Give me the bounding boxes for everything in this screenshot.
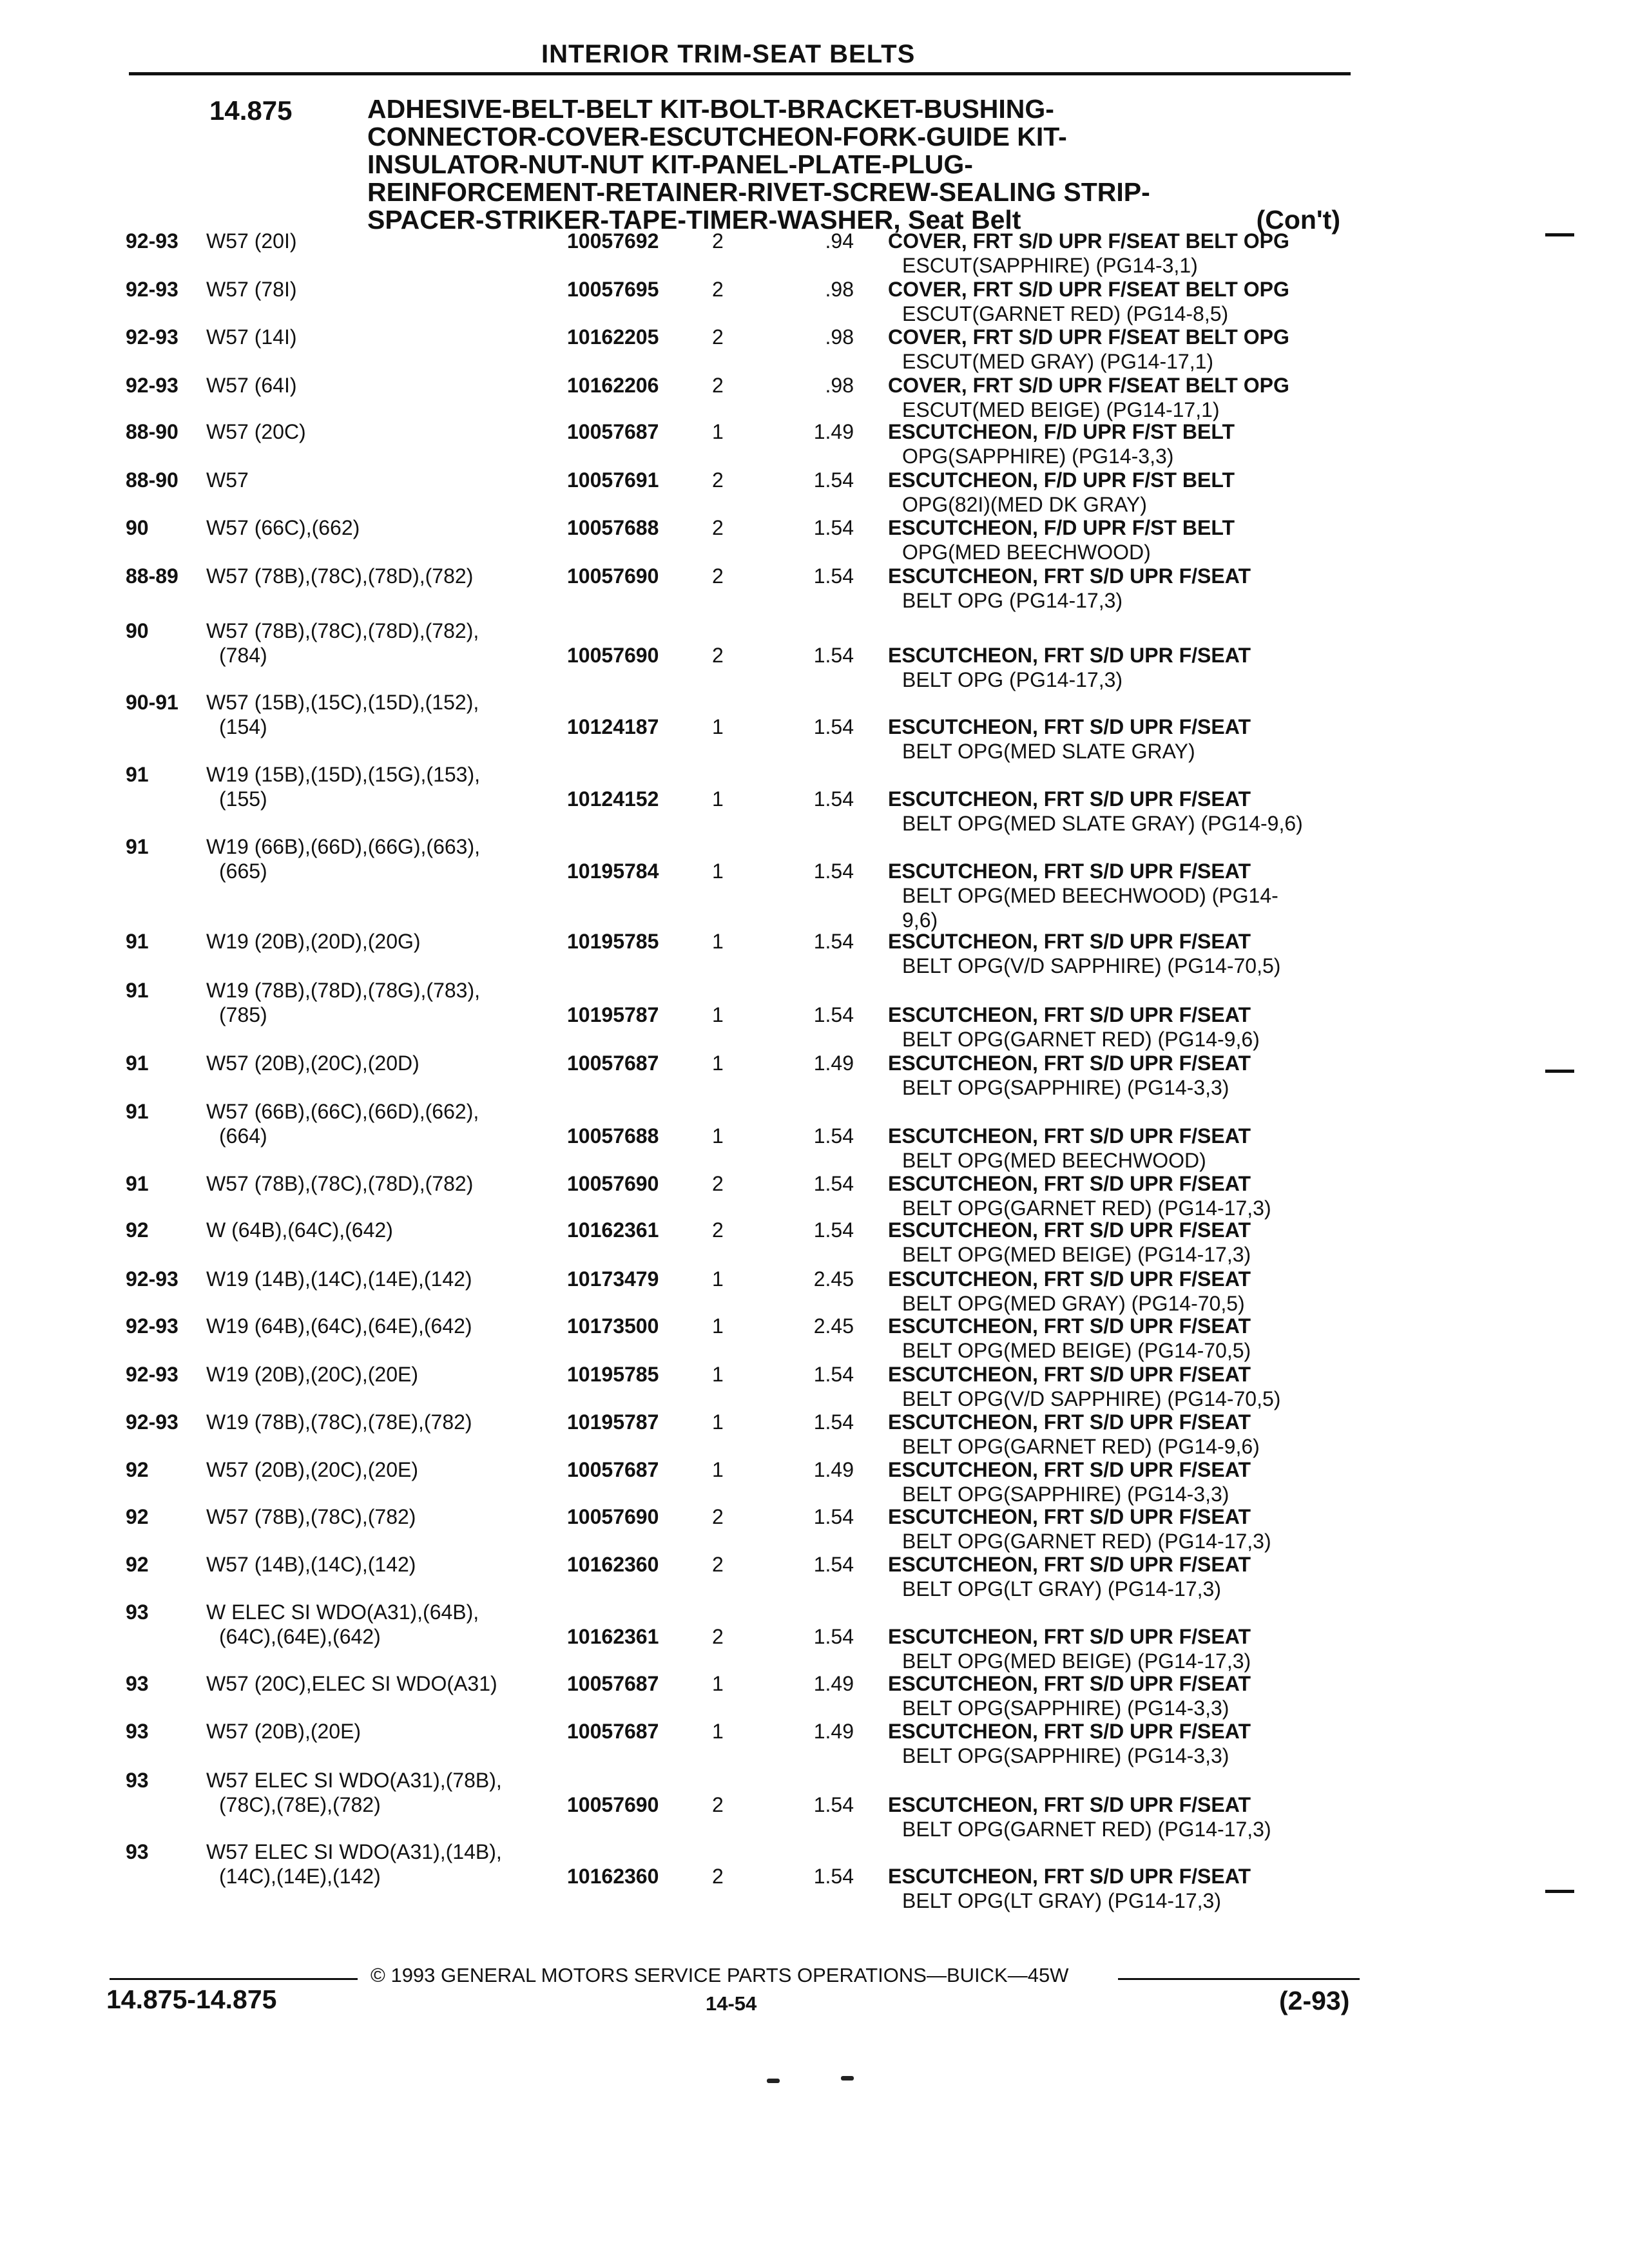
- quantity-cell: 1: [712, 930, 724, 953]
- application-cell-cont: (664): [219, 1124, 267, 1148]
- application-cell-cont: (154): [219, 715, 267, 738]
- page-header-title: INTERIOR TRIM-SEAT BELTS: [541, 40, 916, 68]
- application-cell: W57: [206, 468, 249, 492]
- description-cell: ESCUTCHEON, FRT S/D UPR F/SEAT: [888, 1625, 1251, 1648]
- price-cell: 1.49: [813, 1052, 854, 1075]
- year-cell: 92-93: [126, 325, 178, 349]
- application-cell: W (64B),(64C),(642): [206, 1218, 393, 1242]
- part-number-cell: 10057688: [567, 1124, 659, 1148]
- part-number-cell: 10057690: [567, 1793, 659, 1816]
- price-cell: 1.54: [813, 1363, 854, 1386]
- application-cell: W19 (64B),(64C),(64E),(642): [206, 1314, 472, 1338]
- header-rule: [129, 72, 1351, 75]
- year-cell: 93: [126, 1840, 149, 1863]
- price-cell: 1.54: [813, 1865, 854, 1888]
- year-cell: 92-93: [126, 374, 178, 397]
- description-cell-cont: OPG(82I)(MED DK GRAY): [902, 493, 1147, 516]
- description-cell-cont: BELT OPG(GARNET RED) (PG14-17,3): [902, 1530, 1271, 1553]
- year-cell: 93: [126, 1720, 149, 1743]
- quantity-cell: 2: [712, 374, 724, 397]
- price-cell: 1.54: [813, 516, 854, 539]
- description-cell: ESCUTCHEON, FRT S/D UPR F/SEAT: [888, 1314, 1251, 1338]
- price-cell: 1.54: [813, 1625, 854, 1648]
- application-cell: W57 (20I): [206, 229, 297, 253]
- description-cell-cont: OPG(MED BEECHWOOD): [902, 541, 1151, 564]
- application-cell: W57 (64I): [206, 374, 297, 397]
- year-cell: 91: [126, 1172, 149, 1195]
- part-number-cell: 10162205: [567, 325, 659, 349]
- price-cell: 1.54: [813, 787, 854, 811]
- part-number-cell: 10057690: [567, 1172, 659, 1195]
- description-cell: ESCUTCHEON, FRT S/D UPR F/SEAT: [888, 787, 1251, 811]
- description-cell-cont: OPG(SAPPHIRE) (PG14-3,3): [902, 445, 1174, 468]
- section-description: [367, 95, 1347, 234]
- application-cell: W19 (20B),(20D),(20G): [206, 930, 421, 953]
- year-cell: 91: [126, 763, 149, 786]
- continued-label: (Con't): [1256, 205, 1340, 235]
- part-number-cell: 10173479: [567, 1267, 659, 1291]
- description-cell-cont: BELT OPG(LT GRAY) (PG14-17,3): [902, 1889, 1221, 1912]
- year-cell: 88-90: [126, 468, 178, 492]
- description-cell-cont: BELT OPG(MED GRAY) (PG14-70,5): [902, 1292, 1245, 1315]
- year-cell: 92-93: [126, 1363, 178, 1386]
- year-cell: 88-90: [126, 420, 178, 443]
- year-cell: 92: [126, 1505, 149, 1528]
- description-cell-cont: BELT OPG(GARNET RED) (PG14-17,3): [902, 1818, 1271, 1841]
- price-cell: 2.45: [813, 1314, 854, 1338]
- description-cell-cont: ESCUT(MED BEIGE) (PG14-17,1): [902, 398, 1220, 421]
- description-cell: ESCUTCHEON, FRT S/D UPR F/SEAT: [888, 1793, 1251, 1816]
- part-number-cell: 10162206: [567, 374, 659, 397]
- year-cell: 91: [126, 835, 149, 858]
- price-cell: 1.54: [813, 644, 854, 667]
- footer-rule-right: [1118, 1978, 1360, 1980]
- description-cell: COVER, FRT S/D UPR F/SEAT BELT OPG: [888, 278, 1289, 301]
- description-cell-cont: BELT OPG(GARNET RED) (PG14-9,6): [902, 1028, 1260, 1051]
- description-cell: ESCUTCHEON, FRT S/D UPR F/SEAT: [888, 1172, 1251, 1195]
- part-number-cell: 10057687: [567, 1052, 659, 1075]
- application-cell: W57 (20C): [206, 420, 306, 443]
- application-cell-cont: (784): [219, 644, 267, 667]
- part-number-cell: 10162360: [567, 1553, 659, 1576]
- quantity-cell: 2: [712, 325, 724, 349]
- part-number-cell: 10057692: [567, 229, 659, 253]
- price-cell: .98: [825, 325, 854, 349]
- part-number-cell: 10057690: [567, 564, 659, 588]
- part-number-cell: 10162361: [567, 1218, 659, 1242]
- application-cell: W57 (78B),(78C),(78D),(782): [206, 564, 474, 588]
- description-cell-cont: BELT OPG(MED BEIGE) (PG14-17,3): [902, 1243, 1251, 1266]
- price-cell: 1.54: [813, 468, 854, 492]
- section-desc-line: CONNECTOR-COVER-ESCUTCHEON-FORK-GUIDE KIT-: [367, 122, 1067, 151]
- year-cell: 92-93: [126, 229, 178, 253]
- part-number-cell: 10195787: [567, 1003, 659, 1026]
- description-cell: ESCUTCHEON, FRT S/D UPR F/SEAT: [888, 1003, 1251, 1026]
- price-cell: 1.54: [813, 1505, 854, 1528]
- description-cell: ESCUTCHEON, FRT S/D UPR F/SEAT: [888, 1720, 1251, 1743]
- part-number-cell: 10057687: [567, 1672, 659, 1695]
- quantity-cell: 1: [712, 860, 724, 883]
- price-cell: 1.49: [813, 1672, 854, 1695]
- application-cell: W57 (78B),(78C),(78D),(782): [206, 1172, 474, 1195]
- description-cell-cont: BELT OPG(MED BEIGE) (PG14-17,3): [902, 1649, 1251, 1673]
- description-cell-cont: ESCUT(MED GRAY) (PG14-17,1): [902, 350, 1214, 373]
- quantity-cell: 2: [712, 644, 724, 667]
- section-desc-line: ADHESIVE-BELT-BELT KIT-BOLT-BRACKET-BUSHING-: [367, 94, 1054, 124]
- application-cell: W57 (20C),ELEC SI WDO(A31): [206, 1672, 497, 1695]
- quantity-cell: 1: [712, 1003, 724, 1026]
- price-cell: .98: [825, 374, 854, 397]
- application-cell: W57 (20B),(20E): [206, 1720, 361, 1743]
- price-cell: 1.54: [813, 1793, 854, 1816]
- description-cell: ESCUTCHEON, F/D UPR F/ST BELT: [888, 516, 1235, 539]
- price-cell: 1.54: [813, 715, 854, 738]
- description-cell-cont: BELT OPG(SAPPHIRE) (PG14-3,3): [902, 1483, 1229, 1506]
- description-cell-cont: BELT OPG(SAPPHIRE) (PG14-3,3): [902, 1696, 1229, 1720]
- description-cell: ESCUTCHEON, FRT S/D UPR F/SEAT: [888, 1267, 1251, 1291]
- quantity-cell: 2: [712, 1505, 724, 1528]
- year-cell: 91: [126, 930, 149, 953]
- footer-rule-left: [110, 1978, 358, 1980]
- application-cell: W19 (78B),(78D),(78G),(783),: [206, 979, 481, 1002]
- year-cell: 91: [126, 979, 149, 1002]
- part-number-cell: 10124152: [567, 787, 659, 811]
- application-cell: W57 (66B),(66C),(66D),(662),: [206, 1100, 479, 1123]
- price-cell: .98: [825, 278, 854, 301]
- description-cell: ESCUTCHEON, FRT S/D UPR F/SEAT: [888, 1505, 1251, 1528]
- year-cell: 90: [126, 619, 149, 642]
- description-cell: ESCUTCHEON, FRT S/D UPR F/SEAT: [888, 644, 1251, 667]
- quantity-cell: 1: [712, 420, 724, 443]
- description-cell-cont: BELT OPG(V/D SAPPHIRE) (PG14-70,5): [902, 954, 1281, 977]
- description-cell: ESCUTCHEON, FRT S/D UPR F/SEAT: [888, 1672, 1251, 1695]
- footer-copyright: © 1993 GENERAL MOTORS SERVICE PARTS OPERATIONS—BUICK—45W: [371, 1964, 1069, 1986]
- scan-smudge: [767, 2079, 780, 2083]
- scan-smudge: [841, 2076, 854, 2081]
- description-cell-cont: BELT OPG(LT GRAY) (PG14-17,3): [902, 1577, 1221, 1600]
- description-cell-cont: BELT OPG (PG14-17,3): [902, 589, 1123, 612]
- year-cell: 92: [126, 1218, 149, 1242]
- margin-mark: [1545, 1890, 1574, 1893]
- price-cell: 1.54: [813, 860, 854, 883]
- margin-mark: [1545, 1070, 1574, 1073]
- application-cell: W19 (78B),(78C),(78E),(782): [206, 1410, 472, 1434]
- quantity-cell: 2: [712, 229, 724, 253]
- footer-section-range: 14.875-14.875: [106, 1984, 277, 2014]
- section-desc-last: SPACER-STRIKER-TAPE-TIMER-WASHER, Seat Belt: [367, 205, 1021, 235]
- application-cell: W19 (20B),(20C),(20E): [206, 1363, 418, 1386]
- description-cell: ESCUTCHEON, FRT S/D UPR F/SEAT: [888, 1865, 1251, 1888]
- quantity-cell: 2: [712, 1553, 724, 1576]
- price-cell: 2.45: [813, 1267, 854, 1291]
- section-number: 14.875: [209, 95, 293, 126]
- year-cell: 90-91: [126, 691, 178, 714]
- part-number-cell: 10195785: [567, 930, 659, 953]
- quantity-cell: 1: [712, 1363, 724, 1386]
- description-cell: COVER, FRT S/D UPR F/SEAT BELT OPG: [888, 374, 1289, 397]
- part-number-cell: 10057691: [567, 468, 659, 492]
- description-cell: ESCUTCHEON, FRT S/D UPR F/SEAT: [888, 860, 1251, 883]
- part-number-cell: 10195787: [567, 1410, 659, 1434]
- application-cell: W57 (78I): [206, 278, 297, 301]
- application-cell: W ELEC SI WDO(A31),(64B),: [206, 1600, 479, 1624]
- year-cell: 92-93: [126, 278, 178, 301]
- quantity-cell: 2: [712, 1625, 724, 1648]
- description-cell-cont: BELT OPG (PG14-17,3): [902, 668, 1123, 691]
- year-cell: 92-93: [126, 1314, 178, 1338]
- year-cell: 93: [126, 1672, 149, 1695]
- description-cell-cont: BELT OPG(MED SLATE GRAY): [902, 740, 1195, 763]
- quantity-cell: 1: [712, 715, 724, 738]
- application-cell: W19 (15B),(15D),(15G),(153),: [206, 763, 481, 786]
- year-cell: 92-93: [126, 1410, 178, 1434]
- quantity-cell: 1: [712, 1672, 724, 1695]
- quantity-cell: 2: [712, 1218, 724, 1242]
- section-desc-line: REINFORCEMENT-RETAINER-RIVET-SCREW-SEALING STRIP-: [367, 177, 1150, 207]
- description-cell-cont: BELT OPG(MED SLATE GRAY) (PG14-9,6): [902, 812, 1303, 835]
- application-cell: W57 (20B),(20C),(20E): [206, 1458, 418, 1481]
- price-cell: 1.54: [813, 1124, 854, 1148]
- application-cell: W19 (14B),(14C),(14E),(142): [206, 1267, 472, 1291]
- part-number-cell: 10057690: [567, 644, 659, 667]
- margin-mark: [1545, 233, 1574, 236]
- price-cell: 1.54: [813, 1218, 854, 1242]
- year-cell: 93: [126, 1600, 149, 1624]
- year-cell: 88-89: [126, 564, 178, 588]
- description-cell: ESCUTCHEON, FRT S/D UPR F/SEAT: [888, 1458, 1251, 1481]
- year-cell: 90: [126, 516, 149, 539]
- description-cell-cont: BELT OPG(MED BEECHWOOD): [902, 1149, 1206, 1172]
- application-cell: W57 ELEC SI WDO(A31),(78B),: [206, 1769, 502, 1792]
- price-cell: 1.54: [813, 1553, 854, 1576]
- description-cell: ESCUTCHEON, FRT S/D UPR F/SEAT: [888, 715, 1251, 738]
- application-cell-cont: (785): [219, 1003, 267, 1026]
- quantity-cell: 1: [712, 1052, 724, 1075]
- application-cell-cont: (64C),(64E),(642): [219, 1625, 381, 1648]
- description-cell: ESCUTCHEON, FRT S/D UPR F/SEAT: [888, 1218, 1251, 1242]
- price-cell: 1.49: [813, 1458, 854, 1481]
- description-cell: ESCUTCHEON, FRT S/D UPR F/SEAT: [888, 1363, 1251, 1386]
- part-number-cell: 10162360: [567, 1865, 659, 1888]
- quantity-cell: 2: [712, 278, 724, 301]
- part-number-cell: 10057695: [567, 278, 659, 301]
- application-cell-cont: (665): [219, 860, 267, 883]
- application-cell-cont: (78C),(78E),(782): [219, 1793, 381, 1816]
- part-number-cell: 10162361: [567, 1625, 659, 1648]
- price-cell: .94: [825, 229, 854, 253]
- year-cell: 92: [126, 1553, 149, 1576]
- description-cell-cont: BELT OPG(V/D SAPPHIRE) (PG14-70,5): [902, 1387, 1281, 1410]
- quantity-cell: 1: [712, 1458, 724, 1481]
- quantity-cell: 2: [712, 1172, 724, 1195]
- part-number-cell: 10124187: [567, 715, 659, 738]
- price-cell: 1.54: [813, 1410, 854, 1434]
- application-cell: W57 (15B),(15C),(15D),(152),: [206, 691, 479, 714]
- description-cell-cont: 9,6): [902, 908, 938, 932]
- application-cell: W57 (14I): [206, 325, 297, 349]
- quantity-cell: 2: [712, 516, 724, 539]
- description-cell-cont: BELT OPG(SAPPHIRE) (PG14-3,3): [902, 1076, 1229, 1099]
- application-cell-cont: (155): [219, 787, 267, 811]
- part-number-cell: 10057687: [567, 1458, 659, 1481]
- price-cell: 1.54: [813, 1003, 854, 1026]
- application-cell: W57 (78B),(78C),(78D),(782),: [206, 619, 479, 642]
- description-cell: ESCUTCHEON, FRT S/D UPR F/SEAT: [888, 1553, 1251, 1576]
- application-cell: W57 (66C),(662): [206, 516, 360, 539]
- quantity-cell: 2: [712, 1865, 724, 1888]
- application-cell-cont: (14C),(14E),(142): [219, 1865, 381, 1888]
- description-cell-cont: BELT OPG(GARNET RED) (PG14-17,3): [902, 1196, 1271, 1220]
- quantity-cell: 1: [712, 787, 724, 811]
- part-number-cell: 10173500: [567, 1314, 659, 1338]
- quantity-cell: 1: [712, 1720, 724, 1743]
- application-cell: W57 (20B),(20C),(20D): [206, 1052, 419, 1075]
- part-number-cell: 10057687: [567, 1720, 659, 1743]
- footer-date: (2-93): [1279, 1986, 1350, 2015]
- quantity-cell: 1: [712, 1267, 724, 1291]
- year-cell: 93: [126, 1769, 149, 1792]
- year-cell: 92: [126, 1458, 149, 1481]
- description-cell: ESCUTCHEON, FRT S/D UPR F/SEAT: [888, 930, 1251, 953]
- part-number-cell: 10057688: [567, 516, 659, 539]
- part-number-cell: 10057690: [567, 1505, 659, 1528]
- year-cell: 91: [126, 1100, 149, 1123]
- quantity-cell: 1: [712, 1314, 724, 1338]
- description-cell-cont: BELT OPG(SAPPHIRE) (PG14-3,3): [902, 1744, 1229, 1767]
- price-cell: 1.54: [813, 1172, 854, 1195]
- description-cell-cont: BELT OPG(GARNET RED) (PG14-9,6): [902, 1435, 1260, 1458]
- year-cell: 91: [126, 1052, 149, 1075]
- quantity-cell: 2: [712, 468, 724, 492]
- description-cell: COVER, FRT S/D UPR F/SEAT BELT OPG: [888, 229, 1289, 253]
- price-cell: 1.49: [813, 1720, 854, 1743]
- price-cell: 1.49: [813, 420, 854, 443]
- part-number-cell: 10195785: [567, 1363, 659, 1386]
- description-cell-cont: BELT OPG(MED BEIGE) (PG14-70,5): [902, 1339, 1251, 1362]
- quantity-cell: 1: [712, 1124, 724, 1148]
- description-cell: ESCUTCHEON, F/D UPR F/ST BELT: [888, 468, 1235, 492]
- footer-page-number: 14-54: [706, 1992, 757, 2015]
- part-number-cell: 10057687: [567, 420, 659, 443]
- application-cell: W57 (14B),(14C),(142): [206, 1553, 416, 1576]
- description-cell: ESCUTCHEON, FRT S/D UPR F/SEAT: [888, 1124, 1251, 1148]
- section-desc-line: INSULATOR-NUT-NUT KIT-PANEL-PLATE-PLUG-: [367, 149, 973, 179]
- description-cell-cont: BELT OPG(MED BEECHWOOD) (PG14-: [902, 884, 1278, 907]
- application-cell: W57 (78B),(78C),(782): [206, 1505, 416, 1528]
- quantity-cell: 2: [712, 1793, 724, 1816]
- description-cell: ESCUTCHEON, FRT S/D UPR F/SEAT: [888, 1410, 1251, 1434]
- quantity-cell: 1: [712, 1410, 724, 1434]
- part-number-cell: 10195784: [567, 860, 659, 883]
- application-cell: W57 ELEC SI WDO(A31),(14B),: [206, 1840, 502, 1863]
- price-cell: 1.54: [813, 564, 854, 588]
- description-cell-cont: ESCUT(SAPPHIRE) (PG14-3,1): [902, 254, 1198, 277]
- year-cell: 92-93: [126, 1267, 178, 1291]
- description-cell: COVER, FRT S/D UPR F/SEAT BELT OPG: [888, 325, 1289, 349]
- description-cell: ESCUTCHEON, FRT S/D UPR F/SEAT: [888, 564, 1251, 588]
- price-cell: 1.54: [813, 930, 854, 953]
- description-cell: ESCUTCHEON, FRT S/D UPR F/SEAT: [888, 1052, 1251, 1075]
- description-cell-cont: ESCUT(GARNET RED) (PG14-8,5): [902, 302, 1229, 325]
- application-cell: W19 (66B),(66D),(66G),(663),: [206, 835, 481, 858]
- quantity-cell: 2: [712, 564, 724, 588]
- description-cell: ESCUTCHEON, F/D UPR F/ST BELT: [888, 420, 1235, 443]
